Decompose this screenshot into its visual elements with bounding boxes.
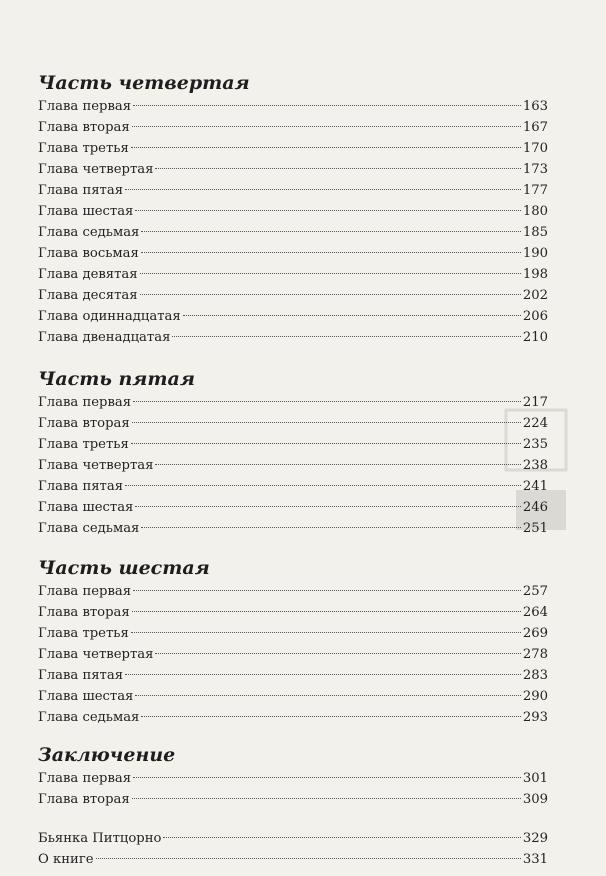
- dot-leader: [132, 126, 521, 127]
- page-number: 235: [522, 437, 548, 452]
- entry-title: Глава первая: [38, 584, 132, 599]
- page-number: 163: [522, 99, 548, 114]
- page-number: 170: [522, 141, 548, 156]
- toc-entry[interactable]: [38, 686, 548, 707]
- toc-entry[interactable]: [38, 434, 548, 455]
- toc-entry[interactable]: [38, 518, 548, 539]
- toc-entry[interactable]: [38, 789, 548, 810]
- toc-entry[interactable]: [38, 413, 548, 434]
- page-number: 278: [522, 647, 548, 662]
- entry-title: Глава третья: [38, 141, 129, 156]
- toc-entry[interactable]: [38, 306, 548, 327]
- page-number: 309: [522, 792, 548, 807]
- toc-entry[interactable]: [38, 201, 548, 222]
- page-number: 290: [522, 689, 548, 704]
- entry-title: Глава четвертая: [38, 162, 154, 177]
- dot-leader: [96, 858, 521, 859]
- toc-entry[interactable]: [38, 222, 548, 243]
- page-number: 217: [522, 395, 548, 410]
- page-number: 224: [522, 416, 548, 431]
- entry-title: Глава шестая: [38, 500, 134, 515]
- page-number: 264: [522, 605, 548, 620]
- toc-entry[interactable]: [38, 159, 548, 180]
- page-number: 251: [522, 521, 548, 536]
- dot-leader: [131, 443, 521, 444]
- entry-title: Глава четвертая: [38, 647, 154, 662]
- dot-leader: [135, 506, 520, 507]
- toc-entry[interactable]: [38, 285, 548, 306]
- dot-leader: [133, 777, 521, 778]
- dot-leader: [133, 401, 521, 402]
- page-number: 241: [522, 479, 548, 494]
- dot-leader: [141, 231, 520, 232]
- entry-title: Глава восьмая: [38, 246, 139, 261]
- page-number: 329: [522, 831, 548, 846]
- page-number: 283: [522, 668, 548, 683]
- entry-title: Глава третья: [38, 626, 129, 641]
- chapter-list: [38, 392, 548, 539]
- page-number: 198: [522, 267, 548, 282]
- chapter-list: [38, 96, 548, 348]
- toc-entry[interactable]: [38, 828, 548, 849]
- dot-leader: [172, 336, 520, 337]
- toc-entry[interactable]: [38, 180, 548, 201]
- section-title: Часть четвертая: [38, 72, 250, 94]
- page-number: 269: [522, 626, 548, 641]
- page-number: 238: [522, 458, 548, 473]
- entry-title: Глава первая: [38, 99, 132, 114]
- dot-leader: [132, 611, 521, 612]
- section-part-six: [38, 555, 548, 728]
- dot-leader: [183, 315, 521, 316]
- page-number: 167: [522, 120, 548, 135]
- table-of-contents: [38, 70, 548, 870]
- dot-leader: [133, 590, 521, 591]
- dot-leader: [155, 653, 520, 654]
- page-number: 210: [522, 330, 548, 345]
- dot-leader: [140, 273, 521, 274]
- entry-title: Глава девятая: [38, 267, 138, 282]
- dot-leader: [155, 168, 520, 169]
- page-number: 293: [522, 710, 548, 725]
- toc-entry[interactable]: [38, 602, 548, 623]
- entry-title: Глава пятая: [38, 479, 124, 494]
- toc-entry[interactable]: [38, 243, 548, 264]
- dot-leader: [140, 294, 521, 295]
- toc-entry[interactable]: [38, 117, 548, 138]
- appendix-list: [38, 828, 548, 870]
- page-number: 206: [522, 309, 548, 324]
- entry-title: О книге: [38, 852, 94, 867]
- entry-title: Глава вторая: [38, 605, 130, 620]
- entry-title: Глава седьмая: [38, 225, 140, 240]
- section-title: Заключение: [38, 744, 176, 766]
- page-number: 180: [522, 204, 548, 219]
- dot-leader: [133, 105, 521, 106]
- entry-title: Глава шестая: [38, 204, 134, 219]
- page-number: 177: [522, 183, 548, 198]
- entry-title: Глава двенадцатая: [38, 330, 171, 345]
- entry-title: Глава шестая: [38, 689, 134, 704]
- dot-leader: [135, 695, 520, 696]
- entry-title: Глава пятая: [38, 668, 124, 683]
- section-part-four: [38, 70, 548, 348]
- page-number: 331: [522, 852, 548, 867]
- toc-entry[interactable]: [38, 327, 548, 348]
- toc-entry[interactable]: [38, 768, 548, 789]
- dot-leader: [141, 252, 521, 253]
- toc-entry[interactable]: [38, 392, 548, 413]
- entry-title: Глава седьмая: [38, 521, 140, 536]
- dot-leader: [125, 189, 521, 190]
- page-number: 202: [522, 288, 548, 303]
- section-part-five: [38, 366, 548, 539]
- entry-title: Глава десятая: [38, 288, 138, 303]
- toc-entry[interactable]: [38, 707, 548, 728]
- toc-entry[interactable]: [38, 623, 548, 644]
- dot-leader: [125, 674, 521, 675]
- dot-leader: [141, 716, 520, 717]
- toc-entry[interactable]: [38, 96, 548, 117]
- toc-entry[interactable]: [38, 581, 548, 602]
- dot-leader: [135, 210, 520, 211]
- entry-title: Глава пятая: [38, 183, 124, 198]
- toc-entry[interactable]: [38, 138, 548, 159]
- page-number: 257: [522, 584, 548, 599]
- dot-leader: [125, 485, 521, 486]
- dot-leader: [132, 798, 521, 799]
- section-title: Часть шестая: [38, 557, 210, 579]
- page-number: 190: [522, 246, 548, 261]
- entry-title: Глава седьмая: [38, 710, 140, 725]
- entry-title: Глава третья: [38, 437, 129, 452]
- page-number: 173: [522, 162, 548, 177]
- dot-leader: [163, 837, 520, 838]
- toc-entry[interactable]: [38, 264, 548, 285]
- toc-entry[interactable]: [38, 644, 548, 665]
- toc-entry[interactable]: [38, 849, 548, 870]
- entry-title: Глава первая: [38, 771, 132, 786]
- toc-entry[interactable]: [38, 455, 548, 476]
- entry-title: Бьянка Питцорно: [38, 831, 162, 846]
- page-number: 301: [522, 771, 548, 786]
- entry-title: Глава вторая: [38, 416, 130, 431]
- entry-title: Глава четвертая: [38, 458, 154, 473]
- page-number: 185: [522, 225, 548, 240]
- entry-title: Глава первая: [38, 395, 132, 410]
- entry-title: Глава одиннадцатая: [38, 309, 181, 324]
- dot-leader: [155, 464, 520, 465]
- dot-leader: [131, 632, 521, 633]
- section-title: Часть пятая: [38, 368, 195, 390]
- chapter-list: [38, 581, 548, 728]
- dot-leader: [141, 527, 520, 528]
- toc-entry[interactable]: [38, 497, 548, 518]
- dot-leader: [131, 147, 521, 148]
- toc-entry[interactable]: [38, 476, 548, 497]
- page-number: 246: [522, 500, 548, 515]
- entry-title: Глава вторая: [38, 120, 130, 135]
- entry-title: Глава вторая: [38, 792, 130, 807]
- section-conclusion: [38, 742, 548, 810]
- dot-leader: [132, 422, 521, 423]
- chapter-list: [38, 768, 548, 810]
- toc-entry[interactable]: [38, 665, 548, 686]
